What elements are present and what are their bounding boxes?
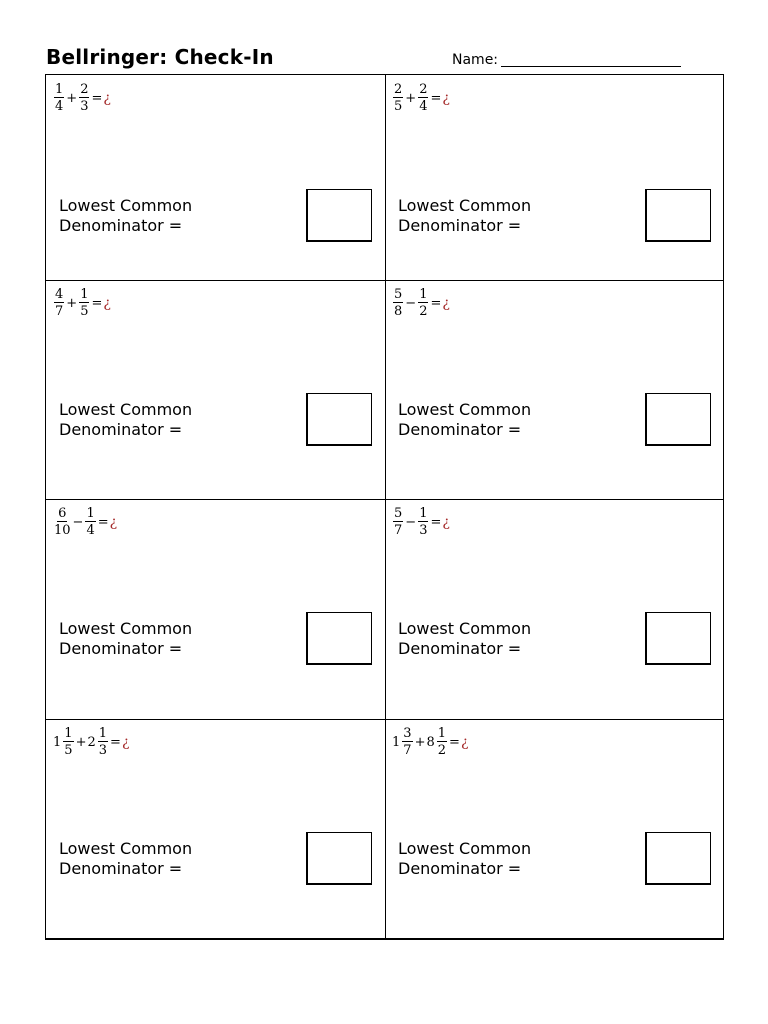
lcd-label: Lowest Common Denominator = [398, 400, 532, 439]
fraction-expression: $\frac{5}{8}$ − $\frac{1}{2}$ = ¿ [394, 287, 450, 319]
problem-cell-8 [385, 719, 724, 939]
fraction-expression: $\frac{2}{5}$ + $\frac{2}{4}$ = ¿ [394, 82, 450, 114]
problem-cell-7 [46, 719, 385, 939]
lcd-answer-box[interactable] [645, 393, 711, 446]
name-field[interactable] [501, 66, 681, 67]
lcd-answer-box[interactable] [306, 832, 372, 885]
lcd-label: Lowest Common Denominator = [398, 196, 532, 235]
lcd-answer-box[interactable] [306, 612, 372, 665]
fraction-expression: 1 $\frac{3}{7}$ + 8 $\frac{1}{2}$ = ¿ [392, 726, 469, 758]
fraction-expression: $\frac{1}{4}$ + $\frac{2}{3}$ = ¿ [55, 82, 111, 114]
lcd-label: Lowest Common Denominator = [398, 839, 532, 878]
problem-cell-5 [46, 499, 385, 719]
unknown-symbol: ¿ [442, 90, 450, 106]
lcd-label: Lowest Common Denominator = [59, 619, 193, 658]
problem-cell-4 [385, 280, 724, 499]
fraction-expression: $\frac{6}{10}$ − $\frac{1}{4}$ = ¿ [54, 506, 118, 538]
problem-grid [45, 74, 724, 940]
lcd-answer-box[interactable] [306, 189, 372, 242]
unknown-symbol: ¿ [442, 514, 450, 530]
fraction-expression: 1 $\frac{1}{5}$ + 2 $\frac{1}{3}$ = ¿ [53, 726, 130, 758]
page-title: Bellringer: Check-In [46, 45, 274, 69]
fraction-expression: $\frac{5}{7}$ − $\frac{1}{3}$ = ¿ [394, 506, 450, 538]
problem-cell-3 [46, 280, 385, 499]
lcd-answer-box[interactable] [645, 189, 711, 242]
lcd-label: Lowest Common Denominator = [59, 196, 193, 235]
lcd-label: Lowest Common Denominator = [398, 619, 532, 658]
lcd-answer-box[interactable] [645, 612, 711, 665]
fraction-expression: $\frac{4}{7}$ + $\frac{1}{5}$ = ¿ [55, 287, 111, 319]
problem-cell-1 [46, 75, 385, 280]
lcd-label: Lowest Common Denominator = [59, 400, 193, 439]
unknown-symbol: ¿ [460, 734, 469, 750]
lcd-answer-box[interactable] [645, 832, 711, 885]
problem-cell-6 [385, 499, 724, 719]
problem-cell-2 [385, 75, 724, 280]
lcd-answer-box[interactable] [306, 393, 372, 446]
unknown-symbol: ¿ [103, 295, 111, 311]
unknown-symbol: ¿ [103, 90, 111, 106]
unknown-symbol: ¿ [442, 295, 450, 311]
unknown-symbol: ¿ [121, 734, 130, 750]
lcd-label: Lowest Common Denominator = [59, 839, 193, 878]
name-label: Name: [452, 52, 499, 68]
unknown-symbol: ¿ [109, 514, 118, 530]
